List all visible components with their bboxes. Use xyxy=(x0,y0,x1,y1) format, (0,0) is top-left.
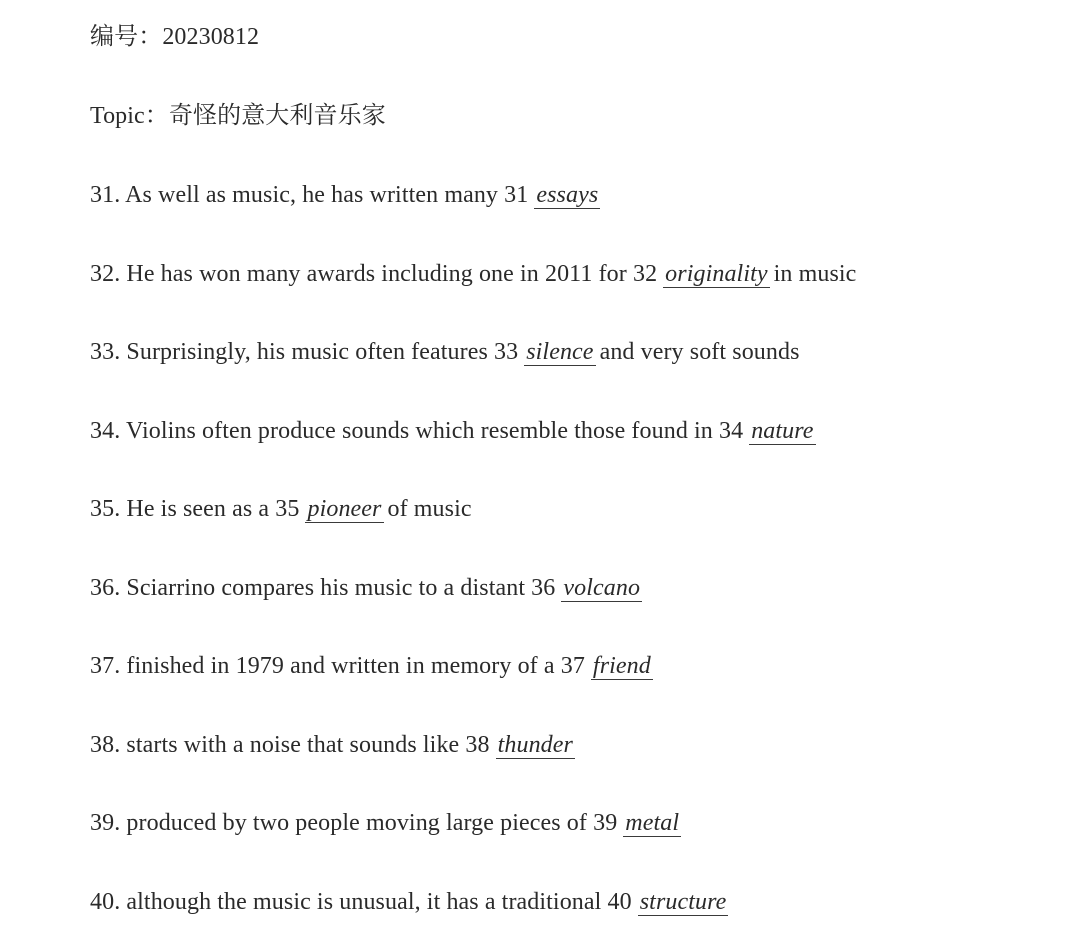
document-id-line xyxy=(90,22,259,52)
question-33 xyxy=(90,337,800,367)
question-text: 37. finished in 1979 and written in memory of a 37 xyxy=(90,653,585,679)
topic-label: Topic： xyxy=(90,103,169,129)
answer-32: originality xyxy=(665,261,768,287)
question-39 xyxy=(90,808,685,838)
question-text: 35. He is seen as a 35 xyxy=(90,496,300,522)
question-text: 38. starts with a noise that sounds like 38 xyxy=(90,732,490,758)
answer-33: silence xyxy=(526,339,594,365)
topic-value: 奇怪的意大利音乐家 xyxy=(168,103,386,129)
answer-39: metal xyxy=(625,810,680,836)
document-id-label: 编号： xyxy=(90,24,163,50)
answer-36: volcano xyxy=(563,575,641,601)
question-31 xyxy=(90,180,604,210)
question-text-after: of music xyxy=(387,496,472,522)
question-36 xyxy=(90,573,646,603)
question-text: 39. produced by two people moving large pieces of 39 xyxy=(90,810,618,836)
question-35 xyxy=(90,494,472,524)
question-text-after: and very soft sounds xyxy=(599,339,800,365)
question-text: 40. although the music is unusual, it has a traditional 40 xyxy=(90,889,632,915)
answer-31: essays xyxy=(536,182,599,208)
question-text-after: in music xyxy=(773,261,857,287)
answer-40: structure xyxy=(639,889,727,915)
topic-line xyxy=(90,101,386,131)
answer-37: friend xyxy=(592,653,651,679)
question-text: 33. Surprisingly, his music often features 33 xyxy=(90,339,519,365)
question-37 xyxy=(90,651,657,681)
question-38 xyxy=(90,730,579,760)
question-text: 36. Sciarrino compares his music to a distant 36 xyxy=(90,575,556,601)
answer-34: nature xyxy=(751,418,814,444)
question-text: 32. He has won many awards including one in 2011 for 32 xyxy=(90,261,658,287)
question-40 xyxy=(90,887,732,917)
document-id-value: 20230812 xyxy=(162,24,260,50)
question-32 xyxy=(90,259,856,289)
question-text: 34. Violins often produce sounds which resemble those found in 34 xyxy=(90,418,744,444)
question-34 xyxy=(90,416,820,446)
question-text: 31. As well as music, he has written many 31 xyxy=(90,182,529,208)
answer-35: pioneer xyxy=(307,496,382,522)
answer-38: thunder xyxy=(497,732,573,758)
